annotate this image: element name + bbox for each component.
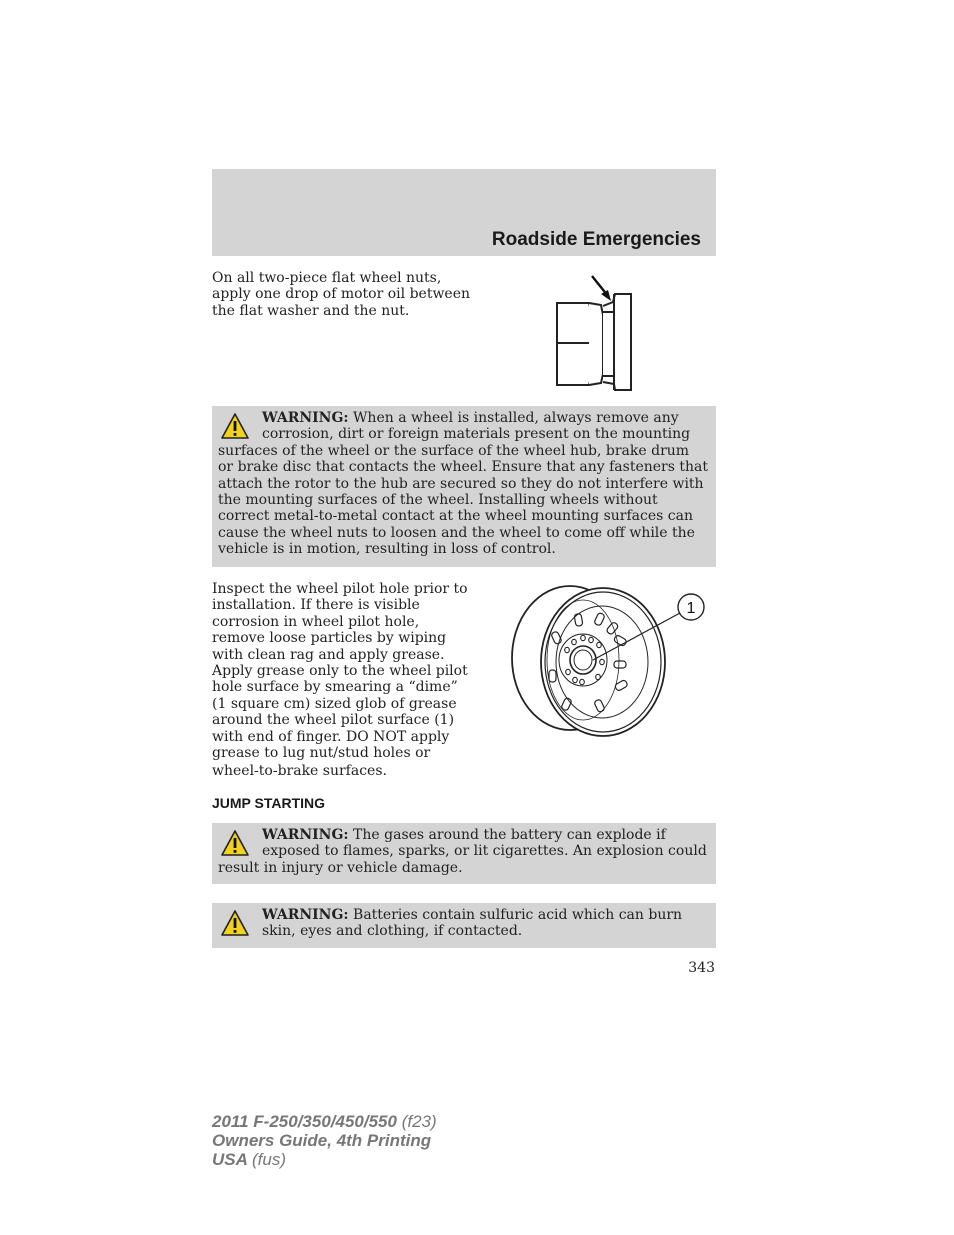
nut-oil-paragraph [212,270,470,319]
warning-box-sulfuric-acid [212,903,716,948]
warning-label: WARNING: [262,410,349,426]
warning-text: The gases around the battery can explode if exposed to flames, sparks, or lit cigarettes. An explosion could result in injury or vehicle damage. [218,827,707,876]
footer-line-market [212,1150,437,1169]
footer-market: USA [212,1150,248,1169]
footer-market-code: (fus) [252,1150,286,1169]
warning-label: WARNING: [262,907,349,923]
footer-model-code: (f23) [401,1112,437,1131]
paragraph-line: wheel-to-brake surfaces. [212,763,387,780]
warning-box-wheel-install [212,406,716,567]
warning-triangle-icon [220,412,250,440]
paragraph-line: On all two-piece flat wheel nuts, [212,270,442,286]
paragraph-line: Inspect the wheel pilot hole prior to [212,581,468,597]
callout-label: 1 [686,600,696,617]
paragraph-line: with clean rag and apply grease. [212,646,445,663]
warning-triangle-icon [220,909,250,937]
paragraph-line: apply one drop of motor oil between [212,286,471,303]
footer-line-model [212,1112,437,1131]
document-footer [212,1112,437,1169]
paragraph-line: installation. If there is visible [212,597,420,614]
footer-line-guide: Owners Guide, 4th Printing [212,1131,432,1150]
wheel-nut-illustration [545,270,640,395]
footer-model: 2011 F-250/350/450/550 [212,1112,397,1131]
paragraph-line: corrosion in wheel pilot hole, [212,613,420,630]
page-number: 343 [688,960,715,976]
warning-triangle-icon [220,829,250,857]
warning-text: Batteries contain sulfuric acid which can burn skin, eyes and clothing, if contacted. [262,907,683,940]
wheel-pilot-hole-illustration [505,580,715,745]
warning-label: WARNING: [262,827,349,843]
paragraph-line: remove loose particles by wiping [212,630,447,647]
section-header-bar [212,169,716,256]
pilot-hole-paragraph [212,581,468,780]
jump-starting-heading: JUMP STARTING [212,795,326,811]
paragraph-line: the flat washer and the nut. [212,302,410,319]
warning-text: When a wheel is installed, always remove any corrosion, dirt or foreign materials present on the mounting surfaces of the wheel or the surface of the wheel hub, brake drum or brake disc that contacts the wheel. Ensure that any fasteners that attach the rotor to the hub are secured so they do not interfere with the mounting surfaces of the wheel. Installing wheels without correct metal-to-metal contact at the wheel mounting surfaces can cause the wheel nuts to loosen and the wheel to come off while the vehicle is in motion, resulting in loss of control. [218,410,708,558]
paragraph-line: around the wheel pilot surface (1) [212,712,455,729]
paragraph-line: Apply grease only to the wheel pilot [212,663,468,680]
paragraph-line: hole surface by smearing a “dime” [212,679,458,696]
paragraph-line: with end of finger. DO NOT apply [212,728,450,745]
warning-box-battery-gases [212,823,716,884]
paragraph-line: grease to lug nut/stud holes or [212,745,431,762]
section-title: Roadside Emergencies [491,229,701,250]
paragraph-line: (1 square cm) sized glob of grease [212,695,457,712]
